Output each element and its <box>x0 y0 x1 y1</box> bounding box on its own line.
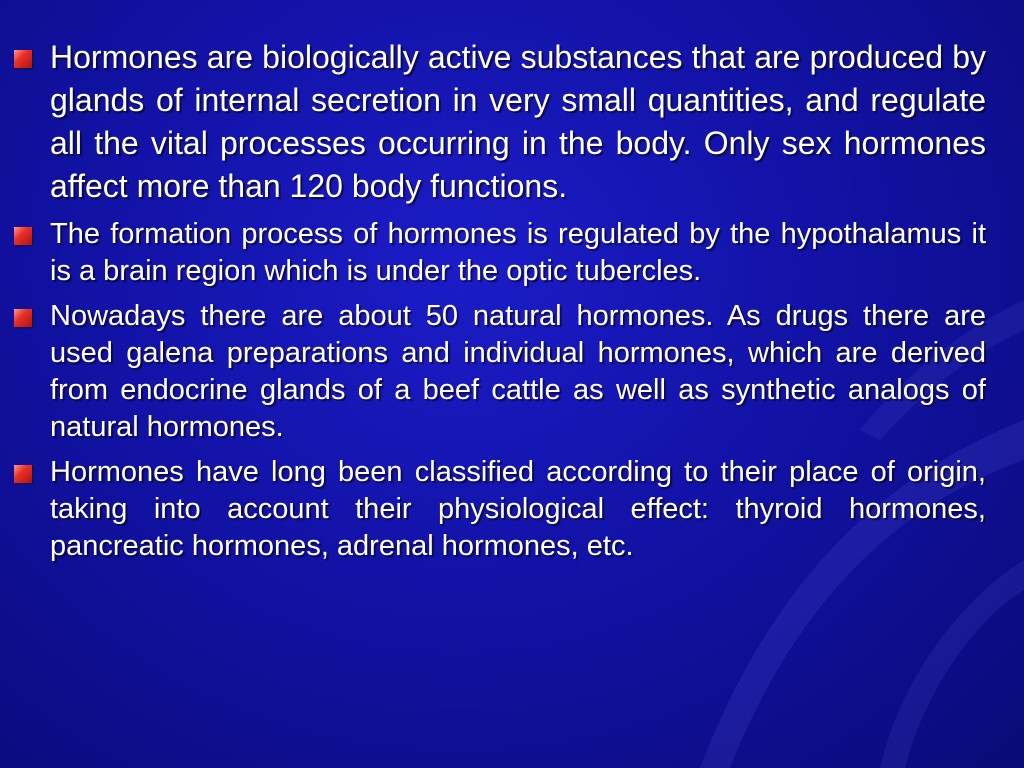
bullet-text: Hormones have long been classified according to their place of origin, taking into account their physiological effect: thyroid hormones, pancreatic hormones, adrenal hormones, etc. <box>50 456 986 562</box>
slide-content <box>14 36 986 573</box>
bullet-square-icon <box>14 227 32 245</box>
bullet-square-icon <box>14 50 32 68</box>
bullet-item <box>14 298 986 446</box>
bullet-item <box>14 454 986 565</box>
bullet-item <box>14 36 986 208</box>
bullet-text: The formation process of hormones is regulated by the hypothalamus it is a brain region which is under the optic tubercles. <box>50 218 986 287</box>
bullet-square-icon <box>14 309 32 327</box>
bullet-text: Nowadays there are about 50 natural hormones. As drugs there are used galena preparations and individual hormones, which are derived from endocrine glands of a beef cattle as well as synthetic analogs of natural hormones. <box>50 300 986 443</box>
bullet-text: Hormones are biologically active substances that are produced by glands of internal secretion in very small quantities, and regulate all the vital processes occurring in the body. Only sex hormones affect more than 120 body functions. <box>50 39 986 204</box>
bullet-item <box>14 216 986 290</box>
bullet-list <box>14 36 986 565</box>
bullet-square-icon <box>14 465 32 483</box>
